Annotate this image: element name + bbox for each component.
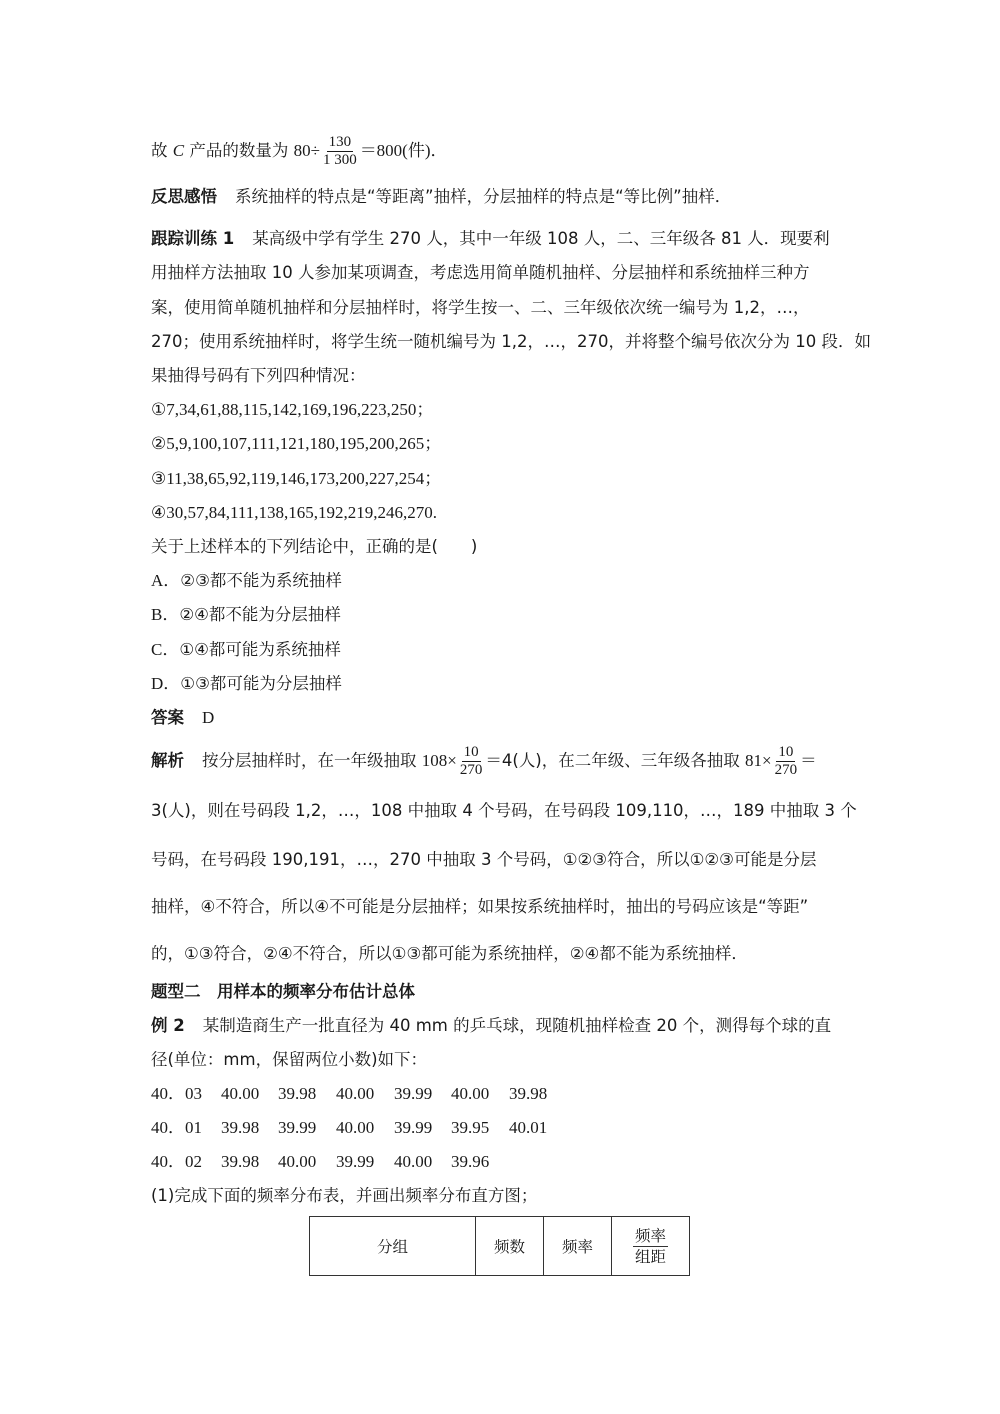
exercise1-line-1 — [151, 228, 830, 250]
data-cell: 40.00 — [336, 1118, 375, 1137]
data-cell: 39.98 — [278, 1084, 317, 1103]
header-group: 分组 — [310, 1217, 476, 1276]
answer-line — [151, 707, 214, 729]
option-d-text: ①③都可能为分层抽样 — [180, 674, 342, 693]
answer-value: D — [202, 708, 215, 727]
data-cell: 40．01 — [151, 1118, 202, 1137]
case-1: ①7,34,61,88,115,142,169,196,223,250； — [151, 400, 434, 419]
reflection-text: 系统抽样的特点是“等距离”抽样，分层抽样的特点是“等比例”抽样． — [235, 187, 732, 206]
case-4: ④30,57,84,111,138,165,192,219,246,270. — [151, 503, 437, 522]
reflection-line — [151, 186, 731, 208]
analysis-line-2: 3(人)，则在号码段 1,2，…，108 中抽取 4 个号码，在号码段 109,110，…，189 中抽取 3 个 — [151, 801, 857, 820]
density-fraction — [633, 1226, 668, 1267]
data-cell: 39.99 — [336, 1152, 375, 1171]
option-b-text: ②④都不能为分层抽样 — [179, 605, 341, 624]
question-text: 关于上述样本的下列结论中，正确的是( ) — [151, 537, 478, 556]
analysis-b: 108× — [421, 751, 457, 770]
data-cell: 40．03 — [151, 1084, 202, 1103]
data-cell: 40.00 — [278, 1152, 317, 1171]
example2-line-1 — [151, 1015, 831, 1037]
option-a-text: ②③都不能为系统抽样 — [180, 571, 342, 590]
data-cell: 40.00 — [451, 1084, 490, 1103]
data-cell: 40.00 — [336, 1084, 375, 1103]
fraction-numerator: 10 — [463, 744, 479, 760]
data-cell: 39.99 — [394, 1084, 433, 1103]
option-a — [151, 570, 342, 592]
data-cell: 39.98 — [221, 1152, 260, 1171]
exercise1-text: 某高级中学有学生 270 人，其中一年级 108 人，二、三年级各 81 人．现要利 — [252, 229, 830, 248]
analysis-line-5: 的，①③符合，②④不符合，所以①③都可能为系统抽样，②④都不能为系统抽样． — [151, 944, 748, 963]
data-cell: 39.95 — [451, 1118, 490, 1137]
data-cell: 39.99 — [278, 1118, 317, 1137]
analysis-a: 按分层抽样时，在一年级抽取 — [202, 751, 422, 770]
reflection-label: 反思感悟 — [151, 187, 217, 206]
analysis-line-3: 号码，在号码段 190,191，…，270 中抽取 3 个号码，①②③符合，所以①②③可能是分层 — [151, 850, 817, 869]
analysis-line-4: 抽样，④不符合，所以④不可能是分层抽样；如果按系统抽样时，抽出的号码应该是“等距” — [151, 897, 809, 916]
option-c-text: ①④都可能为系统抽样 — [179, 640, 341, 659]
option-d-key: D． — [151, 674, 181, 693]
data-cell: 39.96 — [451, 1152, 490, 1171]
option-a-key: A． — [151, 571, 181, 590]
exercise1-line-3: 案，使用简单随机抽样和分层抽样时，将学生按一、二、三年级依次统一编号为 1,2，…， — [151, 298, 810, 317]
example2-text: 某制造商生产一批直径为 40 mm 的乒乓球，现随机抽样检查 20 个，测得每个球的直 — [202, 1016, 832, 1035]
data-cell: 40.01 — [509, 1118, 548, 1137]
example2-label: 例 2 — [151, 1016, 185, 1035]
density-denominator: 组距 — [634, 1247, 666, 1266]
exercise1-line-5: 果抽得号码有下列四种情况： — [151, 366, 366, 385]
density-numerator: 频率 — [634, 1226, 666, 1245]
data-cell: 39.98 — [509, 1084, 548, 1103]
option-b — [151, 604, 341, 626]
answer-label: 答案 — [151, 708, 184, 727]
conclusion-prefix: 故 — [151, 141, 173, 160]
fraction-10-270-a — [458, 744, 485, 779]
data-cell: 39.99 — [394, 1118, 433, 1137]
fraction-numerator: 130 — [328, 134, 352, 150]
option-d — [151, 673, 342, 695]
analysis-c: ＝4(人)，在二年级、三年级各抽取 — [485, 751, 745, 770]
fraction-denominator: 270 — [774, 762, 798, 778]
expr-right: ＝800(件)． — [359, 141, 448, 160]
option-c-key: C． — [151, 640, 180, 659]
exercise1-line-2: 用抽样方法抽取 10 人参加某项调查，考虑选用简单随机抽样、分层抽样和系统抽样三种方 — [151, 263, 810, 282]
section-title: 题型二 用样本的频率分布估计总体 — [151, 982, 415, 1001]
conclusion-mid: 产品的数量为 — [184, 141, 294, 160]
example2-line-2: 径(单位：mm，保留两位小数)如下： — [151, 1050, 428, 1069]
fraction-denominator: 1 300 — [322, 152, 357, 168]
fraction-denominator: 270 — [459, 762, 483, 778]
analysis-d: 81× — [744, 751, 772, 770]
fraction-numerator: 10 — [778, 744, 794, 760]
frequency-table — [309, 1216, 690, 1276]
exercise1-label: 跟踪训练 1 — [151, 229, 235, 248]
analysis-label: 解析 — [151, 751, 184, 770]
case-2: ②5,9,100,107,111,121,180,195,200,265； — [151, 434, 442, 453]
data-cell: 40．02 — [151, 1152, 202, 1171]
table-header-row — [310, 1217, 690, 1276]
header-frequency: 频数 — [476, 1217, 544, 1276]
task-1: (1)完成下面的频率分布表，并画出频率分布直方图； — [151, 1186, 538, 1205]
data-cell: 40.00 — [394, 1152, 433, 1171]
data-cell: 40.00 — [221, 1084, 260, 1103]
option-b-key: B． — [151, 605, 180, 624]
expr-left: 80÷ — [293, 141, 320, 160]
analysis-e: ＝ — [800, 751, 817, 770]
fraction-130-1300 — [321, 134, 359, 169]
option-c — [151, 639, 341, 661]
fraction-10-270-b — [773, 744, 800, 779]
case-3: ③11,38,65,92,119,146,173,200,227,254； — [151, 469, 442, 488]
exercise1-line-4: 270；使用系统抽样时，将学生统一随机编号为 1,2，…，270，并将整个编号依次分为 10 段．如 — [151, 332, 871, 351]
header-rate: 频率 — [544, 1217, 612, 1276]
data-cell: 39.98 — [221, 1118, 260, 1137]
analysis-line-1 — [151, 744, 817, 779]
variable-c: C — [172, 141, 185, 160]
header-density — [612, 1217, 690, 1276]
conclusion-c-line — [151, 134, 448, 169]
